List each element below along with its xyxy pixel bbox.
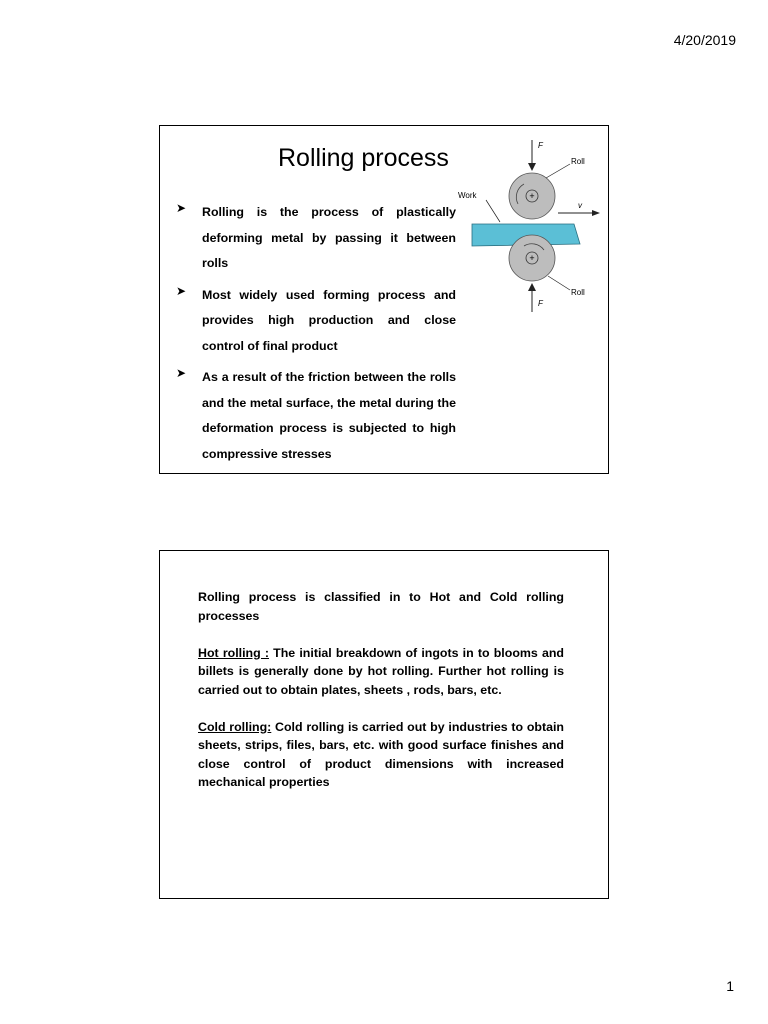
roll-top-label: Roll (571, 157, 585, 166)
force-top-arrowhead (528, 163, 536, 171)
force-bottom-arrowhead (528, 283, 536, 291)
page-date: 4/20/2019 (673, 32, 736, 48)
top-roll-plus: + (529, 191, 535, 201)
work-label: Work (458, 191, 477, 200)
page-number: 1 (726, 978, 734, 994)
intro-paragraph: Rolling process is classified in to Hot and Cold rolling processes (198, 590, 564, 623)
force-bottom-label: F (538, 299, 543, 308)
velocity-arrowhead (592, 210, 600, 216)
slide-rolling-process (159, 125, 609, 474)
bottom-roll-plus: + (529, 253, 535, 263)
roll-top-leader (546, 164, 570, 178)
slide-body (198, 588, 564, 810)
cold-rolling-paragraph (198, 718, 564, 792)
bullet-arrow-icon: ➤ (176, 283, 187, 298)
slide-rolling-classification (159, 550, 609, 899)
bullet-text: Rolling is the process of plastically deforming metal by passing it between rolls (202, 205, 456, 270)
bullet-text: Most widely used forming process and provides high production and close control of final product (202, 287, 456, 353)
roll-bottom-leader (548, 276, 570, 290)
velocity-label: v (578, 201, 582, 210)
bullet-arrow-icon: ➤ (176, 366, 187, 380)
cold-rolling-text: Cold rolling is carried out by industries to obtain sheets, strips, files, bars, etc. with good surface finishes and close control of product dimensions with increased mechanical properties (198, 719, 565, 789)
hot-rolling-paragraph (198, 644, 564, 700)
hot-rolling-text: The initial breakdown of ingots in to blooms and billets is generally done by hot rolling. Further hot rolling is carried out to obtain plates, sheets , rods, bars, etc. (198, 645, 564, 697)
bullet-item (176, 365, 456, 467)
roll-bottom-label: Roll (571, 288, 585, 297)
bullet-list (176, 200, 456, 473)
bullet-item (176, 283, 456, 360)
bullet-item (176, 200, 456, 277)
slide-title: Rolling process (278, 144, 449, 172)
bullet-text: As a result of the friction between the rolls and the metal surface, the metal during the deformation process is subjected to high compressive stresses (202, 370, 456, 461)
hot-rolling-label: Hot rolling : (198, 645, 269, 660)
cold-rolling-label: Cold rolling: (198, 719, 272, 734)
work-leader (486, 200, 500, 222)
bullet-arrow-icon: ➤ (176, 201, 187, 215)
force-top-label: F (538, 141, 543, 150)
rolling-diagram (454, 136, 604, 316)
